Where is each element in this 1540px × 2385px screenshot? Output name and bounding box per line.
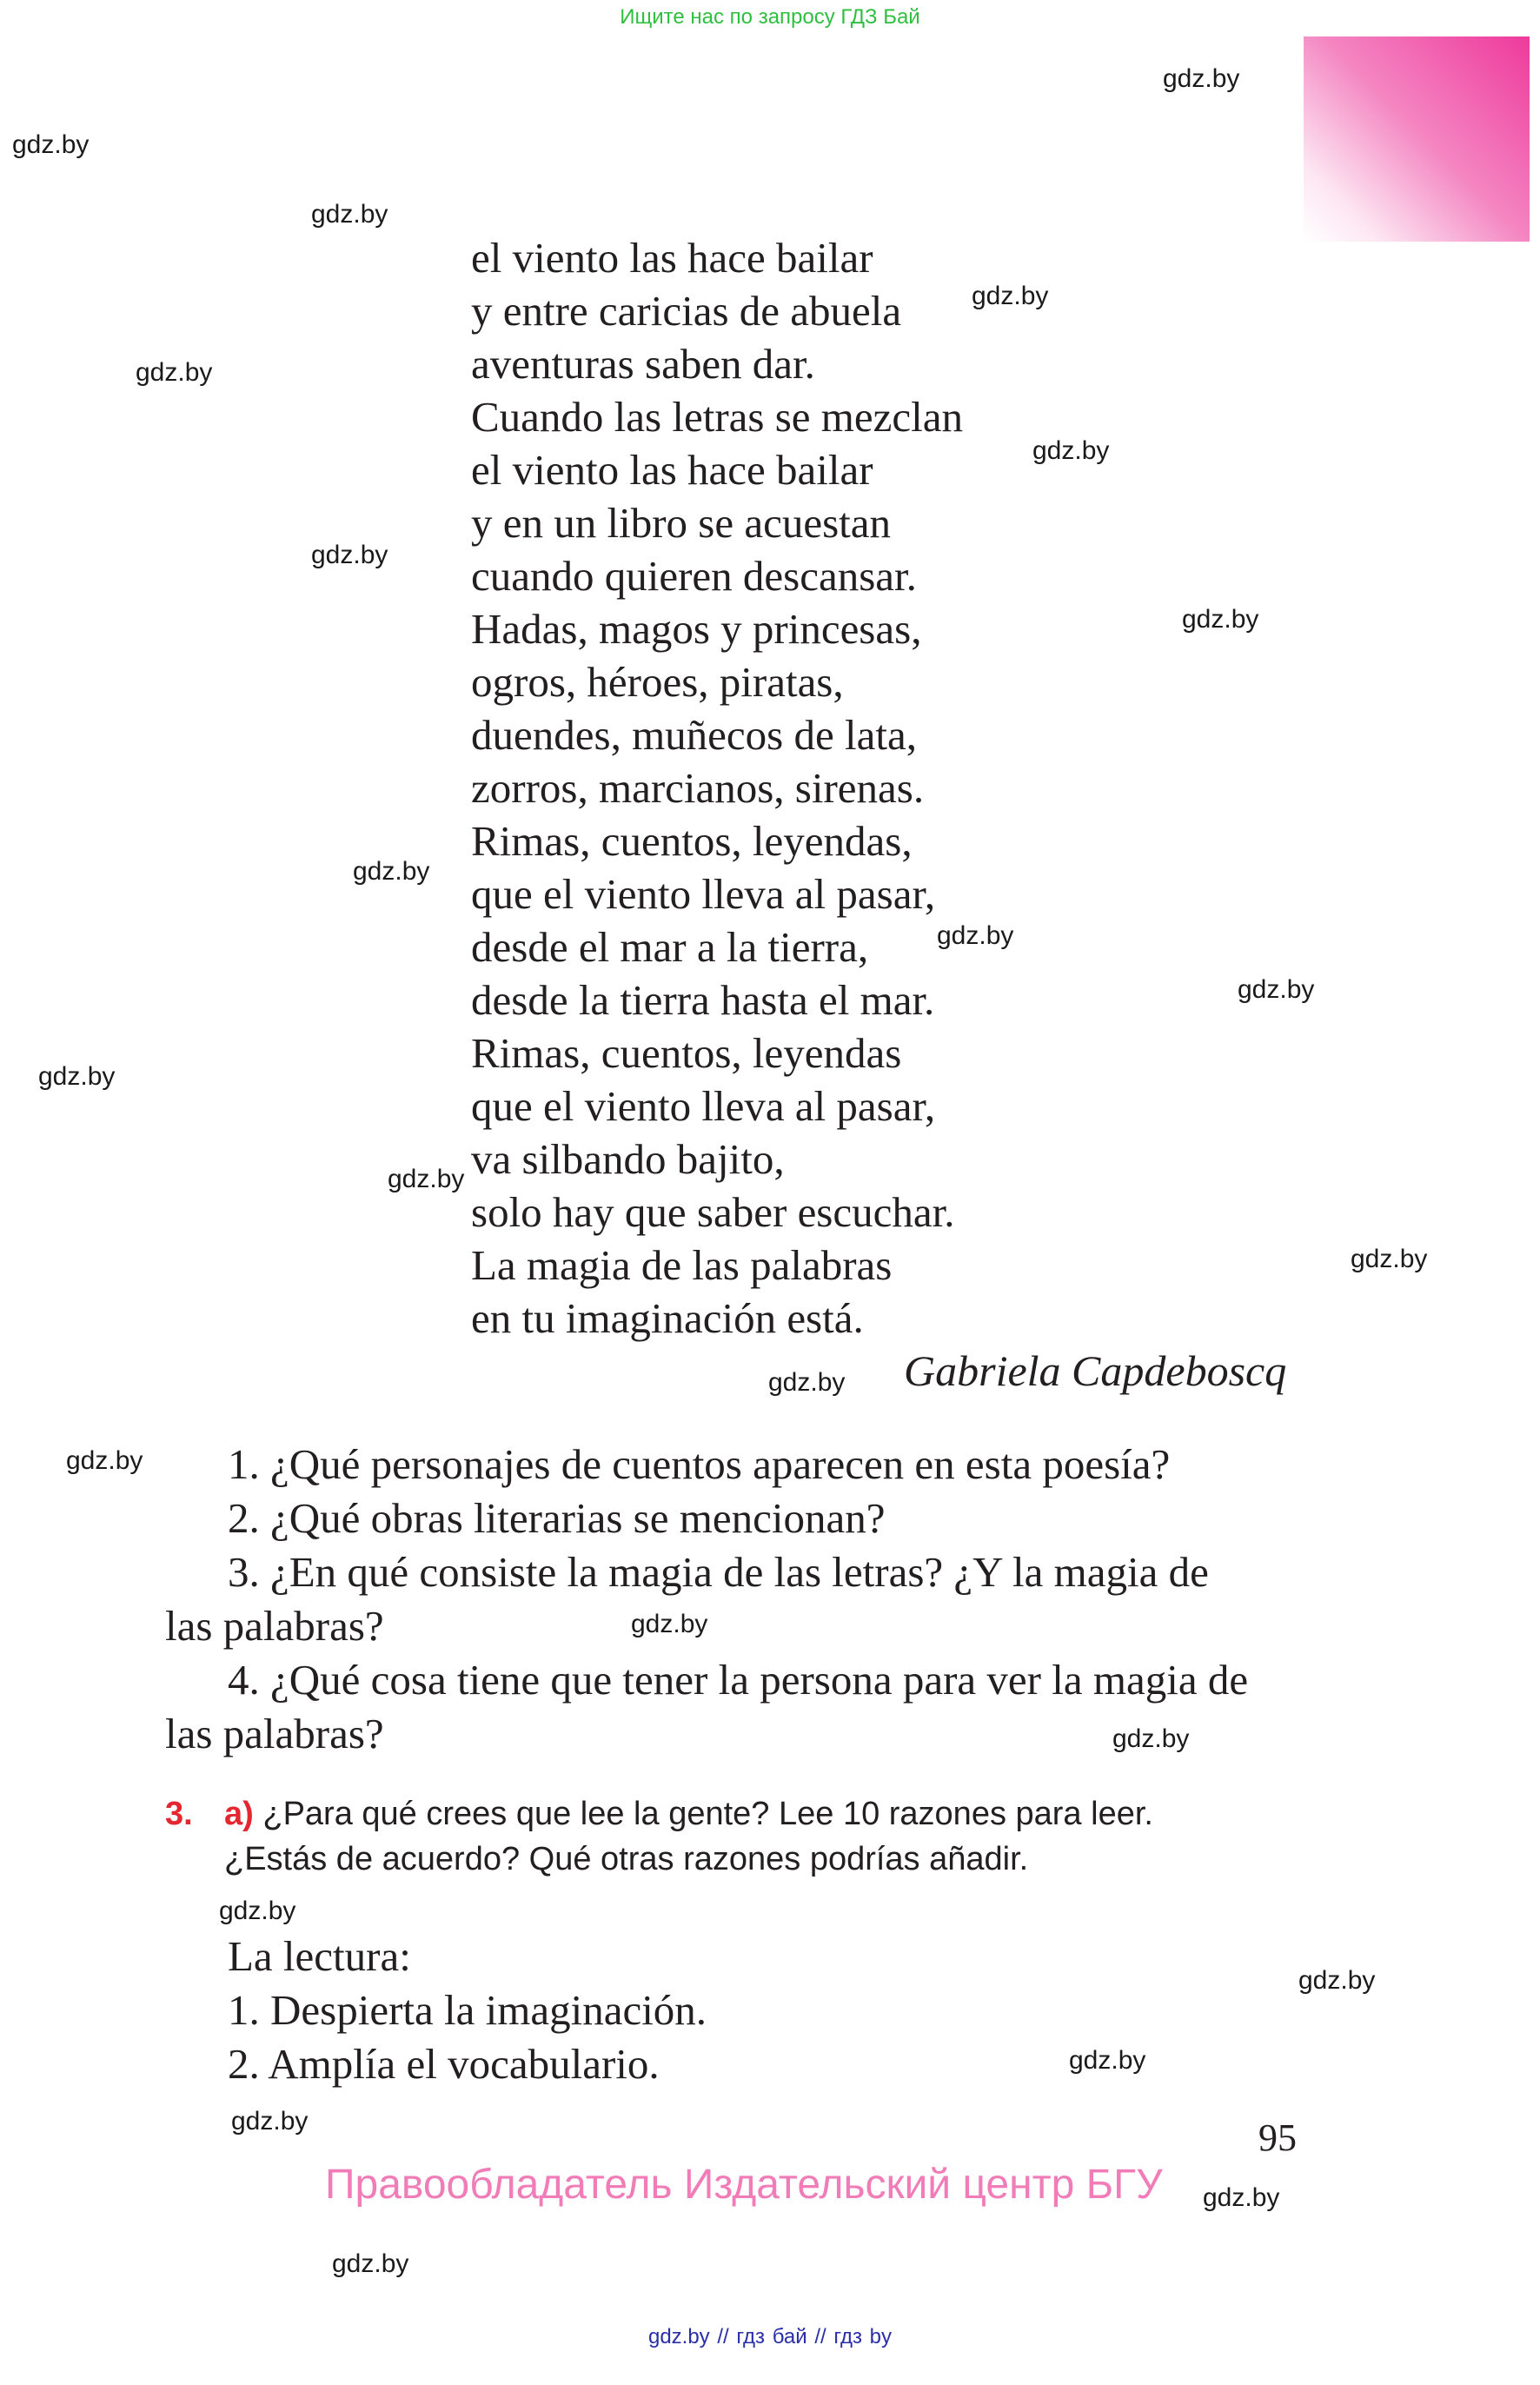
poem-line: desde la tierra hasta el mar. [471, 976, 935, 1024]
watermark: gdz.by [388, 1165, 465, 1193]
copyright-holder: Правообладатель Издательский центр БГУ [325, 2162, 1163, 2208]
watermark: gdz.by [1351, 1245, 1428, 1273]
poem-line: el viento las hace bailar [471, 446, 873, 494]
corner-gradient-decoration [1304, 37, 1530, 242]
poem-line: el viento las hace bailar [471, 234, 873, 282]
watermark: gdz.by [1238, 975, 1315, 1004]
task-text-line-1 [224, 1796, 1153, 1833]
task-instruction: ¿Para qué crees que lee la gente? Lee 10 razones para leer. [262, 1796, 1153, 1832]
poem-line: que el viento lleva al pasar, [471, 870, 936, 918]
reading-item: 1. Despierta la imaginación. [228, 1986, 707, 2034]
watermark: gdz.by [353, 857, 430, 886]
question-3: 3. ¿En qué consiste la magia de las letras? ¿Y la magia de [228, 1548, 1209, 1596]
watermark: gdz.by [631, 1610, 708, 1638]
bottom-links[interactable]: gdz.by // гдз бай // гдз by [647, 2325, 893, 2348]
task-text-line-2: ¿Estás de acuerdo? Qué otras razones podrías añadir. [224, 1841, 1029, 1877]
watermark: gdz.by [136, 358, 213, 387]
watermark: gdz.by [1163, 64, 1240, 93]
question-1: 1. ¿Qué personajes de cuentos aparecen en esta poesía? [228, 1440, 1171, 1488]
watermark: gdz.by [231, 2107, 309, 2136]
poem-line: zorros, marcianos, sirenas. [471, 764, 925, 812]
watermark: gdz.by [219, 1897, 296, 1925]
question-3-continued: las palabras? [165, 1602, 384, 1650]
poem-line: en tu imaginación está. [471, 1294, 864, 1342]
poem-line: que el viento lleva al pasar, [471, 1082, 936, 1130]
top-banner[interactable]: Ищите нас по запросу ГДЗ Бай [620, 5, 920, 29]
task-letter: a) [224, 1796, 254, 1832]
task-number [165, 1796, 193, 1833]
poem-line: desde el mar a la tierra, [471, 923, 869, 971]
poem-line: ogros, héroes, piratas, [471, 658, 844, 706]
poem-line: y entre caricias de abuela [471, 287, 902, 335]
watermark: gdz.by [1182, 605, 1259, 634]
watermark: gdz.by [768, 1368, 846, 1397]
watermark: gdz.by [1203, 2183, 1280, 2212]
question-4: 4. ¿Qué cosa tiene que tener la persona para ver la magia de [228, 1656, 1249, 1704]
poem-line: Rimas, cuentos, leyendas [471, 1029, 902, 1077]
watermark: gdz.by [311, 541, 388, 569]
poem [471, 231, 963, 1345]
watermark: gdz.by [1112, 1724, 1190, 1753]
watermark: gdz.by [937, 921, 1014, 950]
watermark: gdz.by [12, 130, 90, 159]
watermark: gdz.by [1298, 1966, 1376, 1995]
poem-line: solo hay que saber escuchar. [471, 1188, 955, 1236]
poem-line: Cuando las letras se mezclan [471, 393, 964, 441]
reading-title: La lectura: [228, 1932, 411, 1980]
watermark: gdz.by [311, 200, 388, 229]
question-2: 2. ¿Qué obras literarias se mencionan? [228, 1494, 886, 1542]
watermark: gdz.by [1032, 436, 1110, 465]
poem-line: Hadas, magos y princesas, [471, 605, 922, 653]
watermark: gdz.by [1069, 2046, 1146, 2075]
poem-line: duendes, muñecos de lata, [471, 711, 917, 759]
poem-author: Gabriela Capdeboscq [904, 1346, 1287, 1395]
poem-line: Rimas, cuentos, leyendas, [471, 817, 913, 865]
poem-line: y en un libro se acuestan [471, 499, 892, 547]
watermark: gdz.by [66, 1446, 143, 1475]
task-number-label: 3. [165, 1796, 193, 1832]
watermark: gdz.by [972, 282, 1049, 310]
watermark: gdz.by [38, 1062, 116, 1091]
poem-line: va silbando bajito, [471, 1135, 785, 1183]
question-4-continued: las palabras? [165, 1710, 384, 1757]
page-number: 95 [1258, 2116, 1297, 2159]
poem-line: aventuras saben dar. [471, 340, 815, 388]
watermark: gdz.by [332, 2249, 409, 2278]
poem-line: cuando quieren descansar. [471, 552, 917, 600]
poem-line: La magia de las palabras [471, 1241, 893, 1289]
reading-item: 2. Amplía el vocabulario. [228, 2040, 660, 2088]
